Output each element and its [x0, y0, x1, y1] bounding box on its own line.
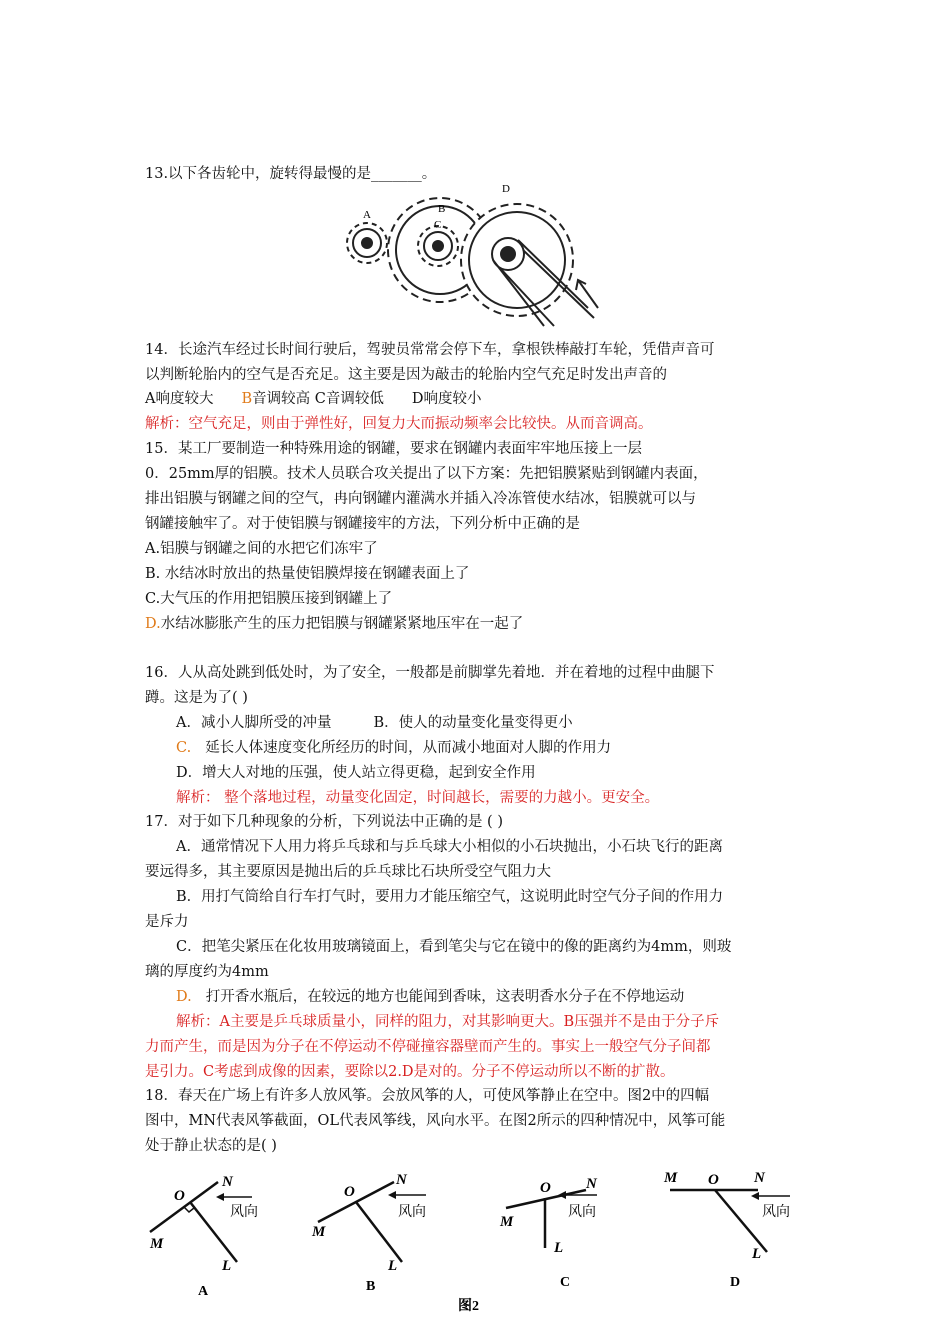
q17-option-d	[176, 987, 684, 1007]
label-n-d: N	[754, 1170, 765, 1186]
q16-stem-line2: 蹲。这是为了( )	[145, 690, 248, 706]
q17-option-b-line1: B．用打气筒给自行车打气时，要用力才能压缩空气，这说明此时空气分子间的作用力	[176, 889, 724, 905]
wind-label-a: 风向	[230, 1204, 258, 1220]
q16-option-c-letter: C.	[176, 740, 192, 756]
q14-stem-line2: 以判断轮胎内的空气是否充足。这主要是因为敲击的轮胎内空气充足时发出声音的	[145, 367, 667, 383]
q17-option-a-line2: 要远得多，其主要原因是抛出后的乒乓球比石块所受空气阻力大	[145, 864, 551, 880]
q15-stem-line2: 0．25mm厚的铝膜。技术人员联合攻关提出了以下方案：先把铝膜紧贴到钢罐内表面，	[145, 466, 708, 482]
q17-analysis-line3: 是引力。C考虑到成像的因素，要除以2.D是对的。分子不停运动所以不断的扩散。	[145, 1064, 675, 1080]
q17-option-a-line1: A．通常情况下人用力将乒乓球和与乒乓球大小相似的小石块抛出，小石块飞行的距离	[176, 839, 723, 855]
q16-option-c-text: 延长人体速度变化所经历的时间，从而减小地面对人脚的作用力	[205, 740, 612, 756]
q14-options	[145, 389, 481, 409]
q14-option-a: A响度较大	[145, 391, 214, 407]
label-l-c: L	[554, 1240, 564, 1256]
kite-panel-b	[318, 1182, 426, 1262]
q15-stem-line4: 钢罐接触牢了。对于使铝膜与钢罐接牢的方法，下列分析中正确的是	[145, 516, 580, 532]
label-l-b: L	[388, 1258, 398, 1274]
q16-option-a: A．减小人脚所受的冲量	[176, 715, 332, 731]
q18-stem-line3: 处于静止状态的是( )	[145, 1138, 277, 1154]
q17-analysis-line1: 解析：A主要是乒乓球质量小，同样的阻力，对其影响更大。B压强并不是由于分子斥	[176, 1014, 720, 1030]
label-n-c: N	[586, 1176, 597, 1192]
label-m-a: M	[150, 1236, 164, 1252]
q18-stem-line2: 图中，MN代表风筝截面，OL代表风筝线，风向水平。在图2所示的四种情况中，风筝可能	[145, 1113, 726, 1129]
gear-label-b: B	[438, 203, 446, 215]
kite-panel-a	[150, 1182, 252, 1262]
q17-option-b-line2: 是斥力	[145, 914, 189, 930]
label-o-a: O	[174, 1188, 185, 1204]
q14-stem-line1: 14．长途汽车经过长时间行驶后，驾驶员常常会停下车，拿根铁棒敲打车轮，凭借声音可	[145, 342, 715, 358]
gear-label-c: C	[434, 219, 442, 231]
label-m-b: M	[312, 1224, 326, 1240]
q14-option-d: D响度较小	[411, 391, 482, 407]
q16-analysis: 解析： 整个落地过程，动量变化固定，时间越长，需要的力越小。更安全。	[176, 790, 660, 806]
wind-label-d: 风向	[762, 1204, 790, 1220]
q16-stem-line1: 16．人从高处跳到低处时，为了安全，一般都是前脚掌先着地．并在着地的过程中曲腿下	[145, 665, 715, 681]
label-o-c: O	[540, 1180, 551, 1196]
q13-stem: 13.以下各齿轮中，旋转得最慢的是_______。	[145, 166, 437, 182]
figure-caption: 图2	[458, 1299, 479, 1314]
q17-option-c-line2: 璃的厚度约为4mm	[145, 964, 269, 980]
q17-stem: 17．对于如下几种现象的分析，下列说法中正确的是 ( )	[145, 814, 503, 830]
q16-option-d: D．增大人对地的压强，使人站立得更稳，起到安全作用	[176, 765, 536, 781]
label-l-a: L	[222, 1258, 232, 1274]
label-n-a: N	[222, 1174, 233, 1190]
gear-label-a: A	[363, 209, 371, 221]
label-l-d: L	[752, 1246, 762, 1262]
q14-option-b-c: 音调较高 C音调较低	[252, 391, 384, 407]
label-o-b: O	[344, 1184, 355, 1200]
q16-option-b: B．使人的动量变化量变得更小	[373, 715, 573, 731]
q15-stem-line1: 15．某工厂要制造一种特殊用途的钢罐，要求在钢罐内表面牢牢地压接上一层	[145, 441, 642, 457]
gear-d	[461, 204, 573, 316]
q17-option-d-text: 打开香水瓶后，在较远的地方也能闻到香味，这表明香水分子在不停地运动	[205, 989, 685, 1005]
q15-option-d	[145, 614, 523, 634]
label-m-d: M	[664, 1170, 678, 1186]
gear-diagram	[330, 180, 620, 330]
q15-option-c: C.大气压的作用把铝膜压接到钢罐上了	[145, 591, 393, 607]
q18-stem-line1: 18．春天在广场上有许多人放风筝。会放风筝的人，可使风筝静止在空中。图2中的四幅	[145, 1088, 710, 1104]
gear-label-d: D	[502, 183, 510, 195]
q14-option-b-letter: B	[241, 391, 253, 407]
q16-option-c	[176, 738, 611, 758]
figure-2-kites	[140, 1160, 830, 1320]
q17-option-d-letter: D.	[176, 989, 192, 1005]
q15-option-b: B. 水结冰时放出的热量使铝膜焊接在钢罐表面上了	[145, 566, 470, 582]
q17-analysis-line2: 力而产生，而是因为分子在不停运动不停碰撞容器壁而产生的。事实上一般空气分子间都	[145, 1039, 711, 1055]
wind-label-c: 风向	[568, 1204, 596, 1220]
gear-c	[418, 226, 458, 266]
q15-option-d-letter: D.	[145, 616, 161, 632]
q15-stem-line3: 排出铝膜与钢罐之间的空气，冉向钢罐内灌满水并插入冷冻管使水结冰，铝膜就可以与	[145, 491, 696, 507]
wind-label-b: 风向	[398, 1204, 426, 1220]
q17-option-c-line1: C．把笔尖紧压在化妆用玻璃镜面上，看到笔尖与它在镜中的像的距离约为4mm，则玻	[176, 939, 732, 955]
panel-caption-c: C	[560, 1275, 571, 1290]
q16-options-ab	[176, 713, 573, 733]
panel-caption-a: A	[198, 1284, 209, 1299]
label-o-d: O	[708, 1172, 719, 1188]
panel-caption-b: B	[366, 1279, 376, 1294]
q15-option-a: A.铝膜与钢罐之间的水把它们冻牢了	[145, 541, 378, 557]
gear-a	[347, 223, 387, 263]
panel-caption-d: D	[730, 1275, 741, 1290]
label-m-c: M	[500, 1214, 514, 1230]
kite-panel-d	[670, 1190, 790, 1252]
label-n-b: N	[396, 1172, 407, 1188]
q15-option-d-text: 水结冰膨胀产生的压力把铝膜与钢罐紧紧地压牢在一起了	[160, 616, 524, 632]
q14-analysis: 解析：空气充足，则由于弹性好，回复力大而振动频率会比较快。从而音调高。	[145, 416, 653, 432]
